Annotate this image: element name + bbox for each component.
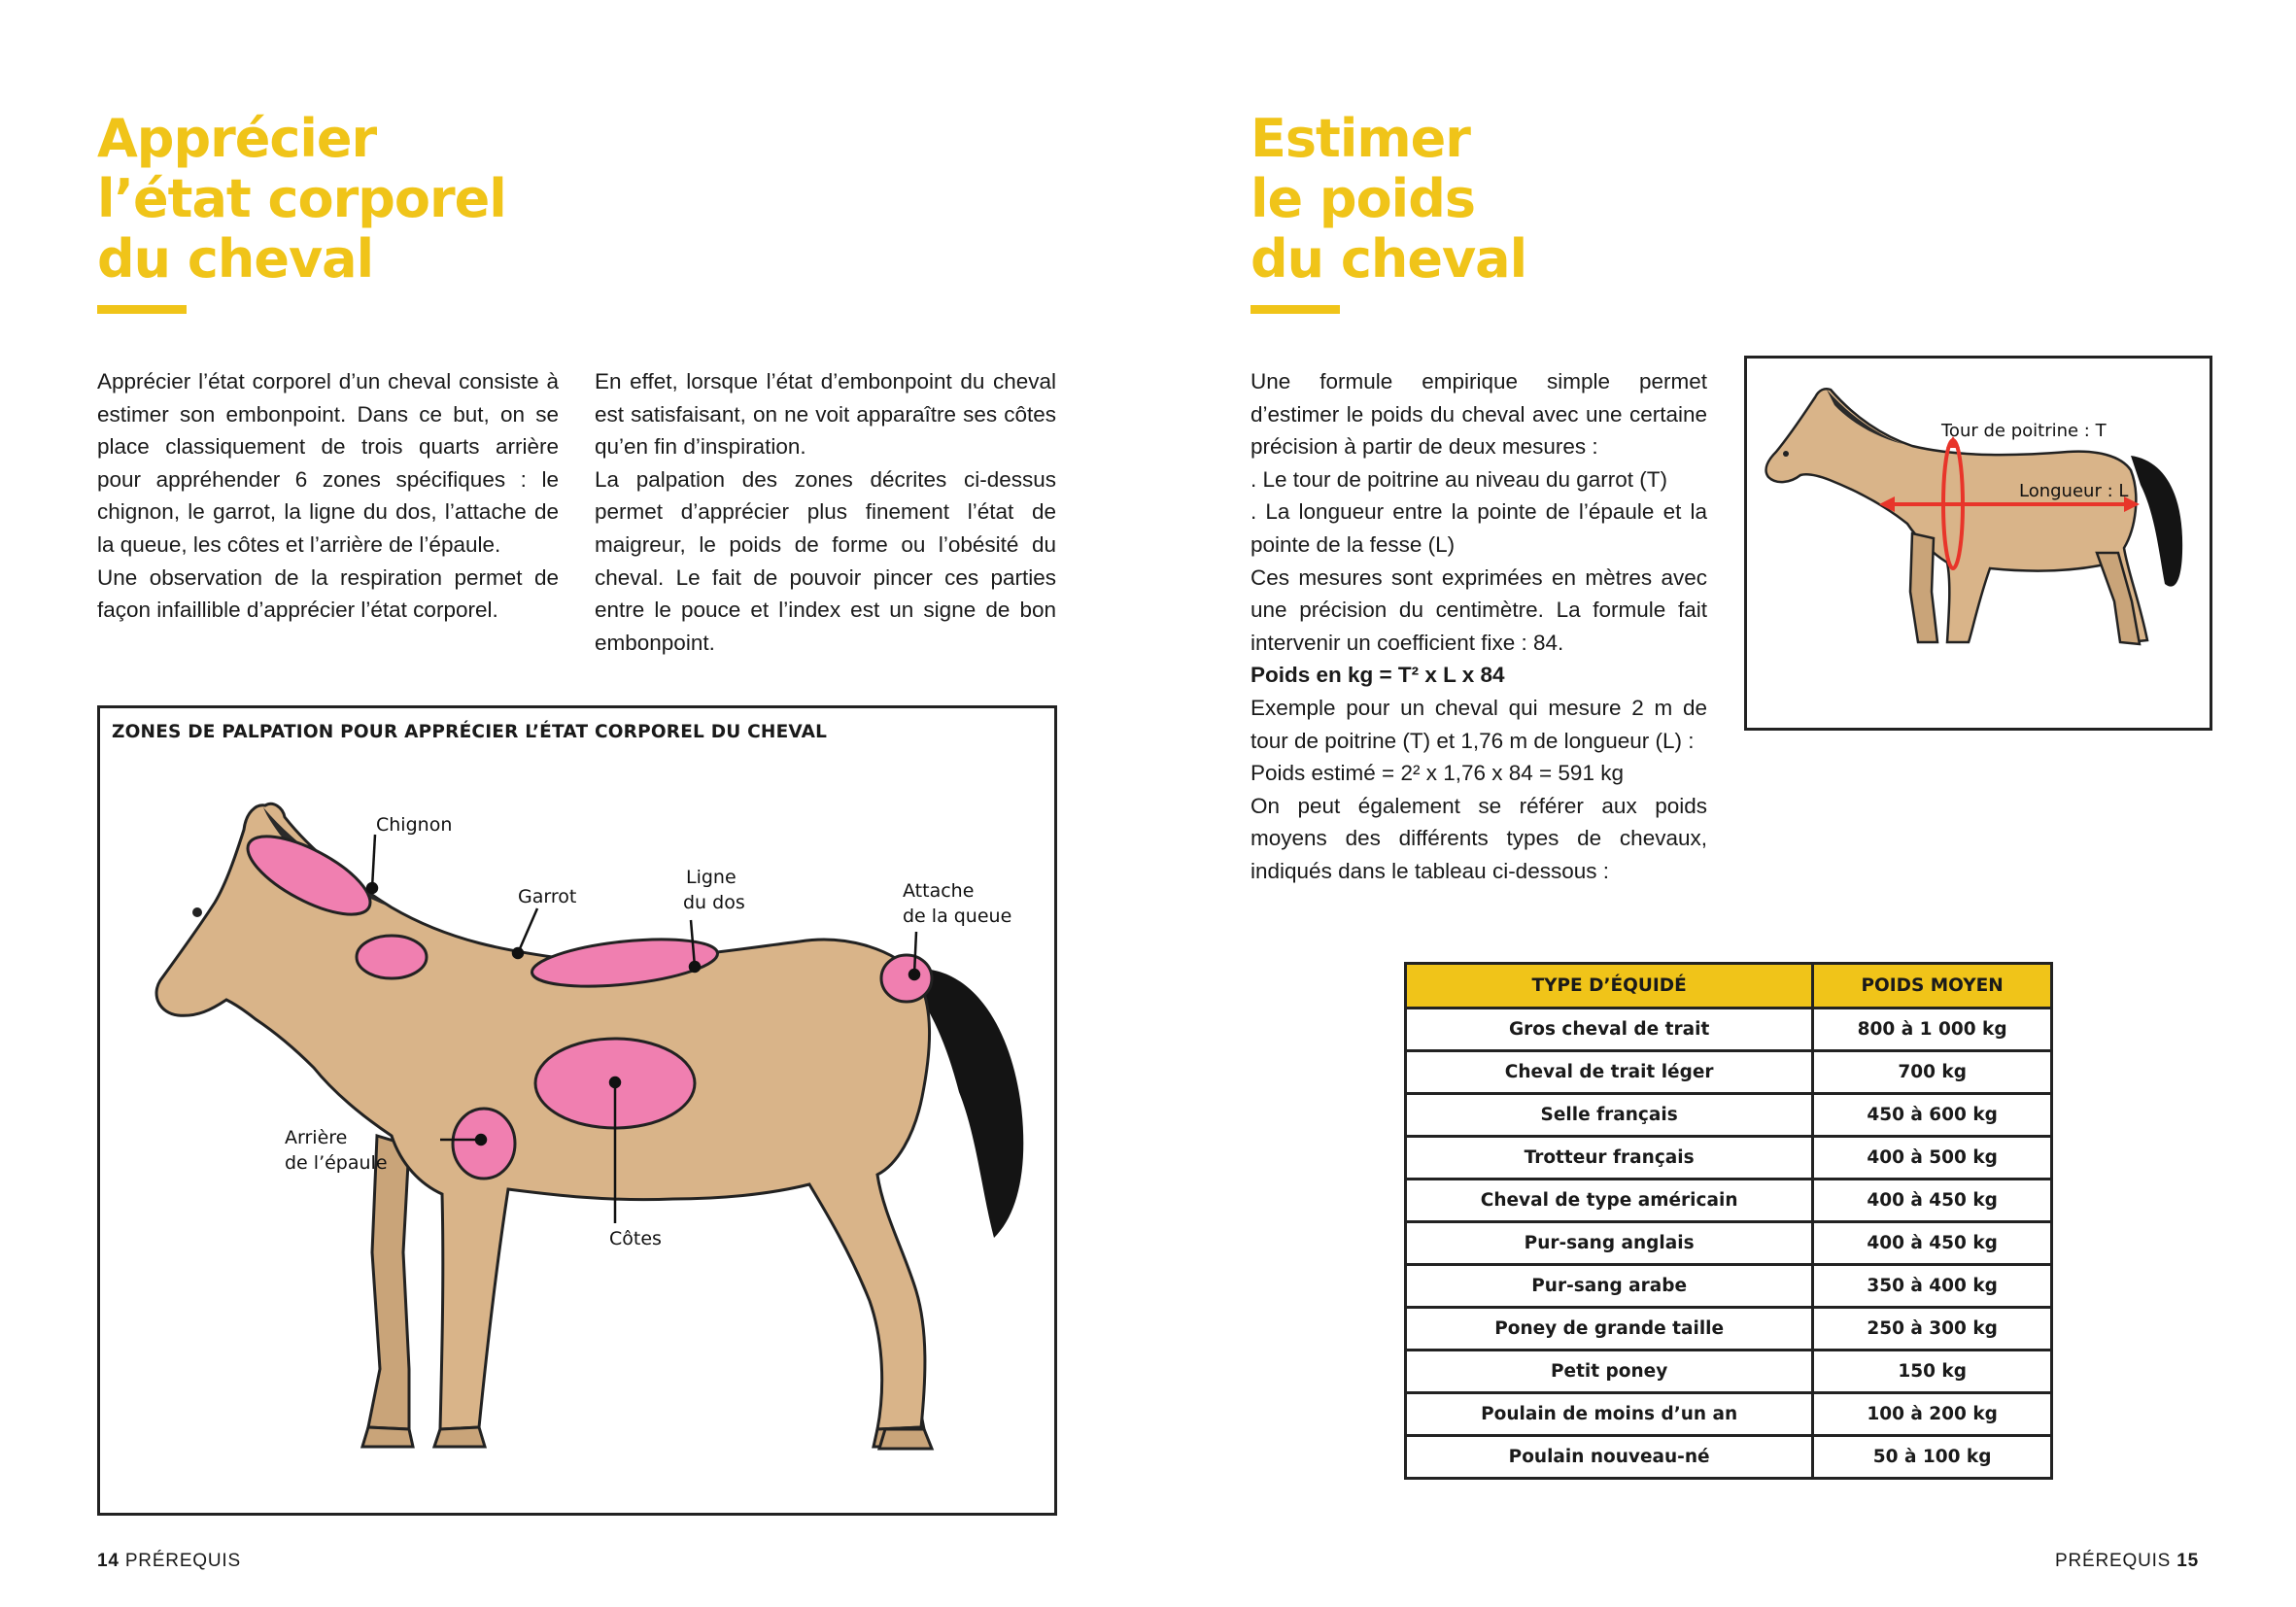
table-cell: Trotteur français bbox=[1406, 1137, 1813, 1180]
table-cell: 700 kg bbox=[1813, 1051, 2052, 1094]
table-cell: Pur-sang anglais bbox=[1406, 1222, 1813, 1265]
label-de-l-epaule: de l’épaule bbox=[285, 1152, 388, 1174]
horse-tail bbox=[2131, 456, 2182, 587]
table-row bbox=[1406, 1393, 2052, 1436]
weight-formula: Poids en kg = T² x L x 84 bbox=[1251, 663, 1505, 688]
left-column-2 bbox=[595, 365, 1056, 659]
paragraph: En effet, lorsque l’état d’embonpoint du cheval est satisfaisant, on ne voit apparaître ses côtes qu’en fin d’inspiration. bbox=[595, 369, 1056, 460]
right-page-title bbox=[1251, 109, 1526, 290]
left-title-line: du cheval bbox=[97, 228, 374, 290]
section-name: PRÉREQUIS bbox=[124, 1551, 241, 1571]
left-page-title bbox=[97, 109, 506, 290]
label-du-dos: du dos bbox=[683, 892, 745, 913]
zone-attache-queue bbox=[881, 955, 932, 1002]
table-row bbox=[1406, 1137, 2052, 1180]
horse-illustration bbox=[100, 708, 1054, 1513]
left-title-line: Apprécier bbox=[97, 108, 377, 169]
table-cell: 350 à 400 kg bbox=[1813, 1265, 2052, 1308]
horse-hoof bbox=[362, 1427, 413, 1447]
table-row bbox=[1406, 1180, 2052, 1222]
paragraph: . La longueur entre la pointe de l’épaule et la pointe de la fesse (L) bbox=[1251, 499, 1707, 557]
table-cell: 800 à 1 000 kg bbox=[1813, 1009, 2052, 1051]
column-header: POIDS MOYEN bbox=[1813, 964, 2052, 1009]
horse-far-front-leg bbox=[368, 1136, 409, 1429]
paragraph: Exemple pour un cheval qui mesure 2 m de tour de poitrine (T) et 1,76 m de longueur (L) : bbox=[1251, 695, 1707, 753]
table-row bbox=[1406, 1351, 2052, 1393]
paragraph: Ces mesures sont exprimées en mètres avec une précision du centimètre. La formule fait intervenir un coefficient fixe : 84. bbox=[1251, 564, 1707, 655]
paragraph: . Le tour de poitrine au niveau du garrot (T) bbox=[1251, 466, 1667, 492]
right-title-underline bbox=[1251, 305, 1340, 314]
section-name: PRÉREQUIS bbox=[2055, 1551, 2172, 1571]
horse-far-front-leg bbox=[1910, 533, 1937, 642]
table-row bbox=[1406, 1308, 2052, 1351]
table-row bbox=[1406, 1094, 2052, 1137]
right-title-line: Estimer bbox=[1251, 108, 1470, 169]
table-cell: 50 à 100 kg bbox=[1813, 1436, 2052, 1479]
average-weights-table bbox=[1404, 962, 2053, 1480]
table-row bbox=[1406, 1222, 2052, 1265]
table-cell: Petit poney bbox=[1406, 1351, 1813, 1393]
table-cell: 450 à 600 kg bbox=[1813, 1094, 2052, 1137]
horse-hoof bbox=[434, 1427, 485, 1447]
column-header: TYPE D’ÉQUIDÉ bbox=[1406, 964, 1813, 1009]
table-cell: Gros cheval de trait bbox=[1406, 1009, 1813, 1051]
table-cell: 400 à 450 kg bbox=[1813, 1180, 2052, 1222]
table-cell: Poulain nouveau-né bbox=[1406, 1436, 1813, 1479]
left-title-underline bbox=[97, 305, 187, 314]
paragraph: Une observation de la respiration permet de façon infaillible d’apprécier l’état corporel. bbox=[97, 564, 559, 623]
left-footer bbox=[97, 1551, 241, 1572]
horse-eye bbox=[1783, 451, 1789, 457]
label-tour-de-poitrine: Tour de poitrine : T bbox=[1941, 421, 2107, 441]
zone-garrot bbox=[357, 936, 427, 978]
right-title-line: du cheval bbox=[1251, 228, 1527, 290]
label-ligne: Ligne bbox=[686, 867, 737, 888]
table-header-row bbox=[1406, 964, 2052, 1009]
left-title-line: l’état corporel bbox=[97, 168, 506, 229]
label-longueur: Longueur : L bbox=[2019, 481, 2129, 501]
paragraph: On peut également se référer aux poids moyens des différents types de chevaux, indiqués dans le tableau ci-dessous : bbox=[1251, 793, 1707, 883]
label-chignon: Chignon bbox=[376, 814, 453, 836]
table-cell: Selle français bbox=[1406, 1094, 1813, 1137]
palpation-zones-figure bbox=[97, 705, 1057, 1516]
table-cell: 100 à 200 kg bbox=[1813, 1393, 2052, 1436]
right-footer bbox=[2055, 1551, 2199, 1572]
table-row bbox=[1406, 1051, 2052, 1094]
horse-measure-illustration bbox=[1747, 359, 2210, 728]
table-row bbox=[1406, 1436, 2052, 1479]
label-cotes: Côtes bbox=[609, 1228, 662, 1249]
right-column bbox=[1251, 365, 1707, 888]
horse-eye bbox=[192, 907, 202, 917]
table-cell: Cheval de type américain bbox=[1406, 1180, 1813, 1222]
measurement-figure bbox=[1744, 356, 2212, 731]
label-de-la-queue: de la queue bbox=[903, 906, 1012, 927]
table-cell: 400 à 500 kg bbox=[1813, 1137, 2052, 1180]
table-cell: Poney de grande taille bbox=[1406, 1308, 1813, 1351]
horse-hoof bbox=[879, 1429, 932, 1449]
page-number: 14 bbox=[97, 1551, 120, 1571]
table-cell: 250 à 300 kg bbox=[1813, 1308, 2052, 1351]
table-cell: Poulain de moins d’un an bbox=[1406, 1393, 1813, 1436]
page-number: 15 bbox=[2176, 1551, 2199, 1571]
paragraph: Une formule empirique simple permet d’estimer le poids du cheval avec une certaine précision à partir de deux mesures : bbox=[1251, 369, 1707, 460]
table-row bbox=[1406, 1265, 2052, 1308]
table-cell: Cheval de trait léger bbox=[1406, 1051, 1813, 1094]
left-column-1 bbox=[97, 365, 559, 627]
figure-title: ZONES DE PALPATION POUR APPRÉCIER L’ÉTAT CORPOREL DU CHEVAL bbox=[112, 722, 828, 742]
table-cell: Pur-sang arabe bbox=[1406, 1265, 1813, 1308]
table-row bbox=[1406, 1009, 2052, 1051]
label-attache: Attache bbox=[903, 880, 975, 902]
table-cell: 150 kg bbox=[1813, 1351, 2052, 1393]
right-title-line: le poids bbox=[1251, 168, 1475, 229]
table-cell: 400 à 450 kg bbox=[1813, 1222, 2052, 1265]
paragraph: Poids estimé = 2² x 1,76 x 84 = 591 kg bbox=[1251, 761, 1624, 786]
paragraph: Apprécier l’état corporel d’un cheval consiste à estimer son embonpoint. Dans ce but, on se place classiquement de trois quarts arrière pour appréhender 6 zones spécifiques : le chignon, le garrot, la ligne du dos, l’attache de la queue, les côtes et l’arrière de l’épaule. bbox=[97, 369, 559, 557]
paragraph: La palpation des zones décrites ci-dessus permet d’apprécier plus finement l’état de maigreur, le poids de forme ou l’obésité du cheval. Le fait de pouvoir pincer ces parties entre le pouce et l’index est un signe de bon embonpoint. bbox=[595, 466, 1056, 655]
label-garrot: Garrot bbox=[518, 886, 577, 907]
label-arriere: Arrière bbox=[285, 1127, 348, 1148]
